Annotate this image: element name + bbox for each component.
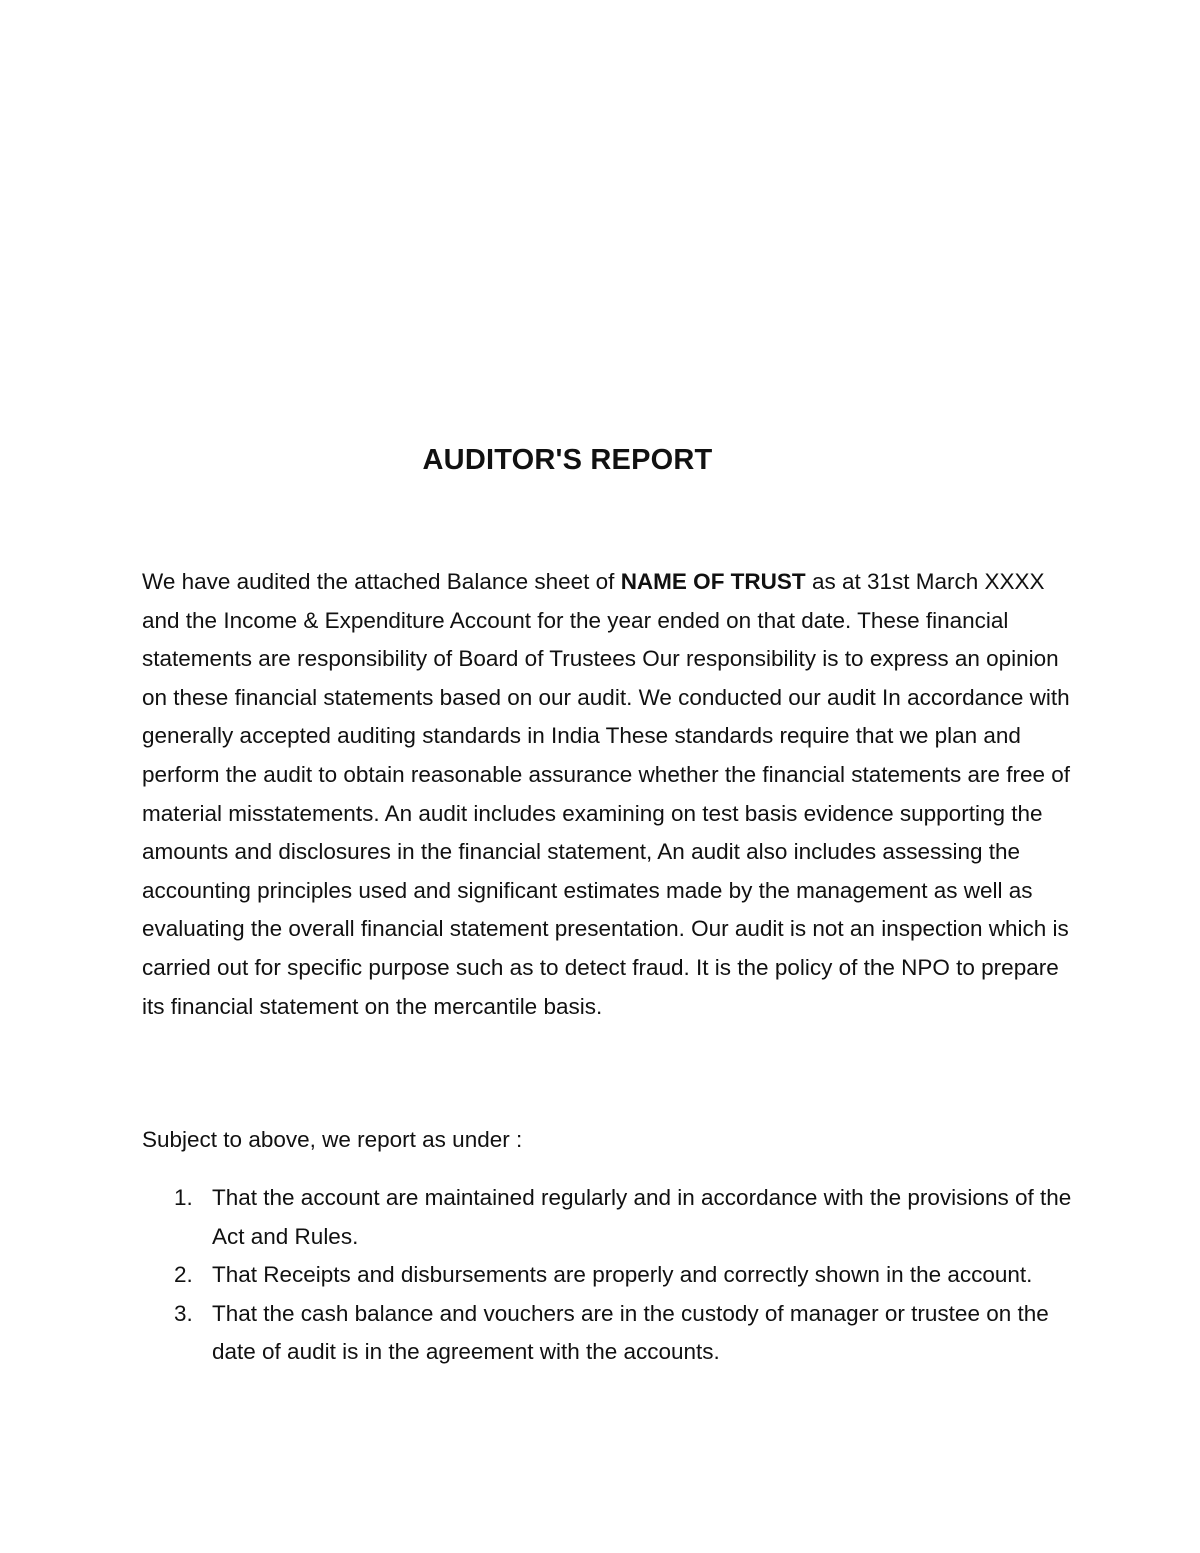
list-item-number: 3. — [174, 1300, 193, 1326]
list-item-number: 1. — [174, 1185, 193, 1210]
trust-name-placeholder: NAME OF TRUST — [620, 569, 806, 594]
paragraph-text-rest: as at 31st March XXXX and the Income & Expenditure Account for the year ended on that date. These financial statements are responsibility of Board of Trustees Our responsibility is to express an opinion on these financial statements based on our audit. We conducted our audit In accordance with generally accepted auditing standards in India These standards require that we plan and perform the audit to obtain reasonable assurance whether the financial statements are free of material misstatements. An audit includes examining on test basis evidence supporting the amounts and disclosures in the financial statement, An audit also includes assessing the accounting principles used and significant estimates made by the management as well as evaluating the overall financial statement presentation. Our audit is not an inspection which is carried out for specific purpose such as to detect fraud. It is the policy of the NPO to prepare its financial statement on the mercantile basis. — [142, 569, 1071, 1019]
main-paragraph — [142, 563, 1072, 1026]
list-item — [142, 1179, 1072, 1256]
list-item — [142, 1295, 1072, 1372]
list-item — [142, 1256, 1072, 1295]
report-list — [142, 1179, 1072, 1372]
report-title: AUDITOR'S REPORT — [422, 444, 713, 476]
paragraph-text-start: We have audited the attached Balance sheet of — [142, 569, 621, 594]
list-item-number: 2. — [174, 1262, 193, 1288]
list-item-text: That the cash balance and vouchers are in the custody of manager or trustee on the date of audit is in the agreement with the accounts. — [212, 1300, 1049, 1365]
subject-line: Subject to above, we report as under : — [142, 1127, 523, 1152]
list-item-text: That the account are maintained regularly and in accordance with the provisions of the Act and Rules. — [212, 1185, 1072, 1249]
list-item-text: That Receipts and disbursements are properly and correctly shown in the account. — [212, 1262, 1033, 1288]
